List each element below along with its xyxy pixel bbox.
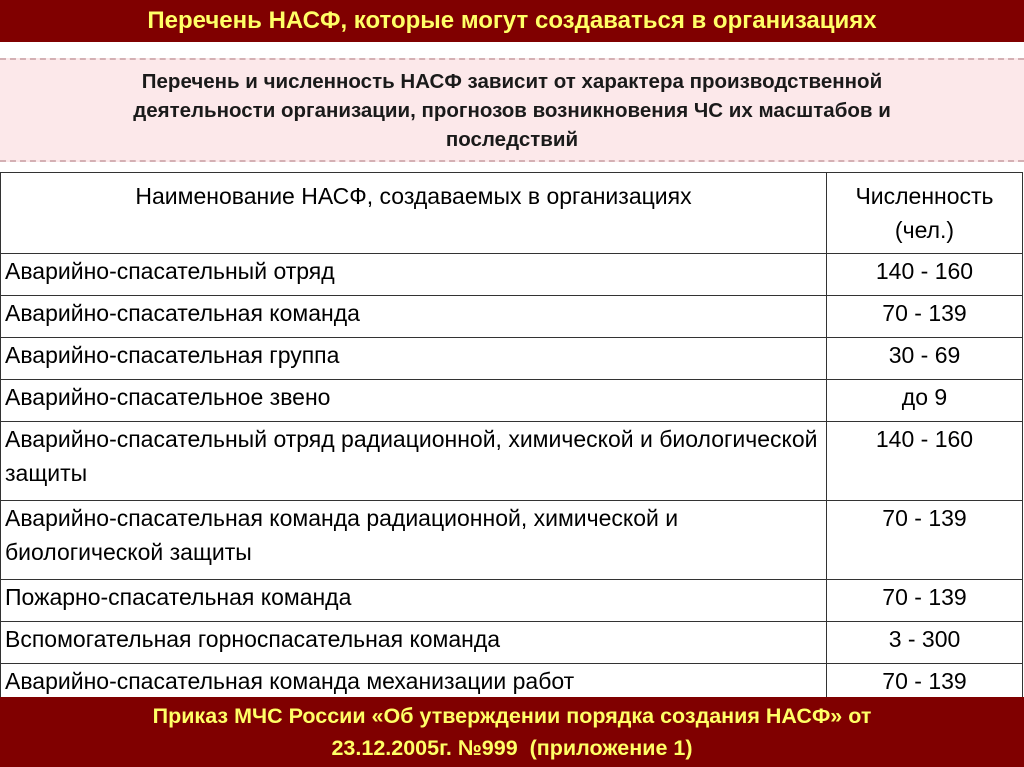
row-name: Аварийно-спасательная команда механизации работ	[1, 664, 827, 706]
nasf-table	[0, 172, 1023, 706]
row-count: 70 - 139	[827, 580, 1023, 622]
intro-text	[133, 67, 891, 154]
header-count	[827, 173, 1023, 254]
row-count: 30 - 69	[827, 338, 1023, 380]
table-row	[1, 254, 1023, 296]
page-title	[0, 0, 1024, 42]
row-count: 70 - 139	[827, 501, 1023, 580]
row-name: Аварийно-спасательная команда	[1, 296, 827, 338]
table-row	[1, 338, 1023, 380]
header-count-line-2: (чел.)	[894, 217, 955, 243]
footer-line-2: 23.12.2005г. №999 (приложение 1)	[331, 736, 693, 760]
row-name: Аварийно-спасательный отряд	[1, 254, 827, 296]
footer-line-1: Приказ МЧС России «Об утверждении порядка создания НАСФ» от	[152, 704, 872, 728]
row-name: Аварийно-спасательный отряд радиационной, химической и биологической защиты	[1, 422, 827, 501]
header-count-line-1: Численность	[855, 183, 994, 209]
table-row	[1, 380, 1023, 422]
footer-source	[0, 697, 1024, 767]
row-name: Аварийно-спасательная группа	[1, 338, 827, 380]
row-name: Пожарно-спасательная команда	[1, 580, 827, 622]
header-name: Наименование НАСФ, создаваемых в организациях	[1, 173, 827, 254]
row-name: Аварийно-спасательная команда радиационной, химической и биологической защиты	[1, 501, 827, 580]
table-row	[1, 622, 1023, 664]
row-count: 140 - 160	[827, 422, 1023, 501]
row-count: 70 - 139	[827, 296, 1023, 338]
page-title-text: Перечень НАСФ, которые могут создаваться в организациях	[147, 7, 877, 34]
intro-line-2: деятельности организации, прогнозов возникновения ЧС их масштабов и	[133, 98, 891, 122]
table-header-row	[1, 173, 1023, 254]
intro-line-1: Перечень и численность НАСФ зависит от характера производственной	[141, 69, 883, 93]
footer-text	[153, 700, 872, 764]
table-row	[1, 580, 1023, 622]
row-count: 3 - 300	[827, 622, 1023, 664]
table-row	[1, 296, 1023, 338]
intro-note	[0, 58, 1024, 162]
row-name: Аварийно-спасательное звено	[1, 380, 827, 422]
table-row	[1, 501, 1023, 580]
intro-line-3: последствий	[445, 127, 579, 151]
row-count: до 9	[827, 380, 1023, 422]
row-count: 140 - 160	[827, 254, 1023, 296]
row-count: 70 - 139	[827, 664, 1023, 706]
row-name: Вспомогательная горноспасательная команда	[1, 622, 827, 664]
table-row	[1, 422, 1023, 501]
